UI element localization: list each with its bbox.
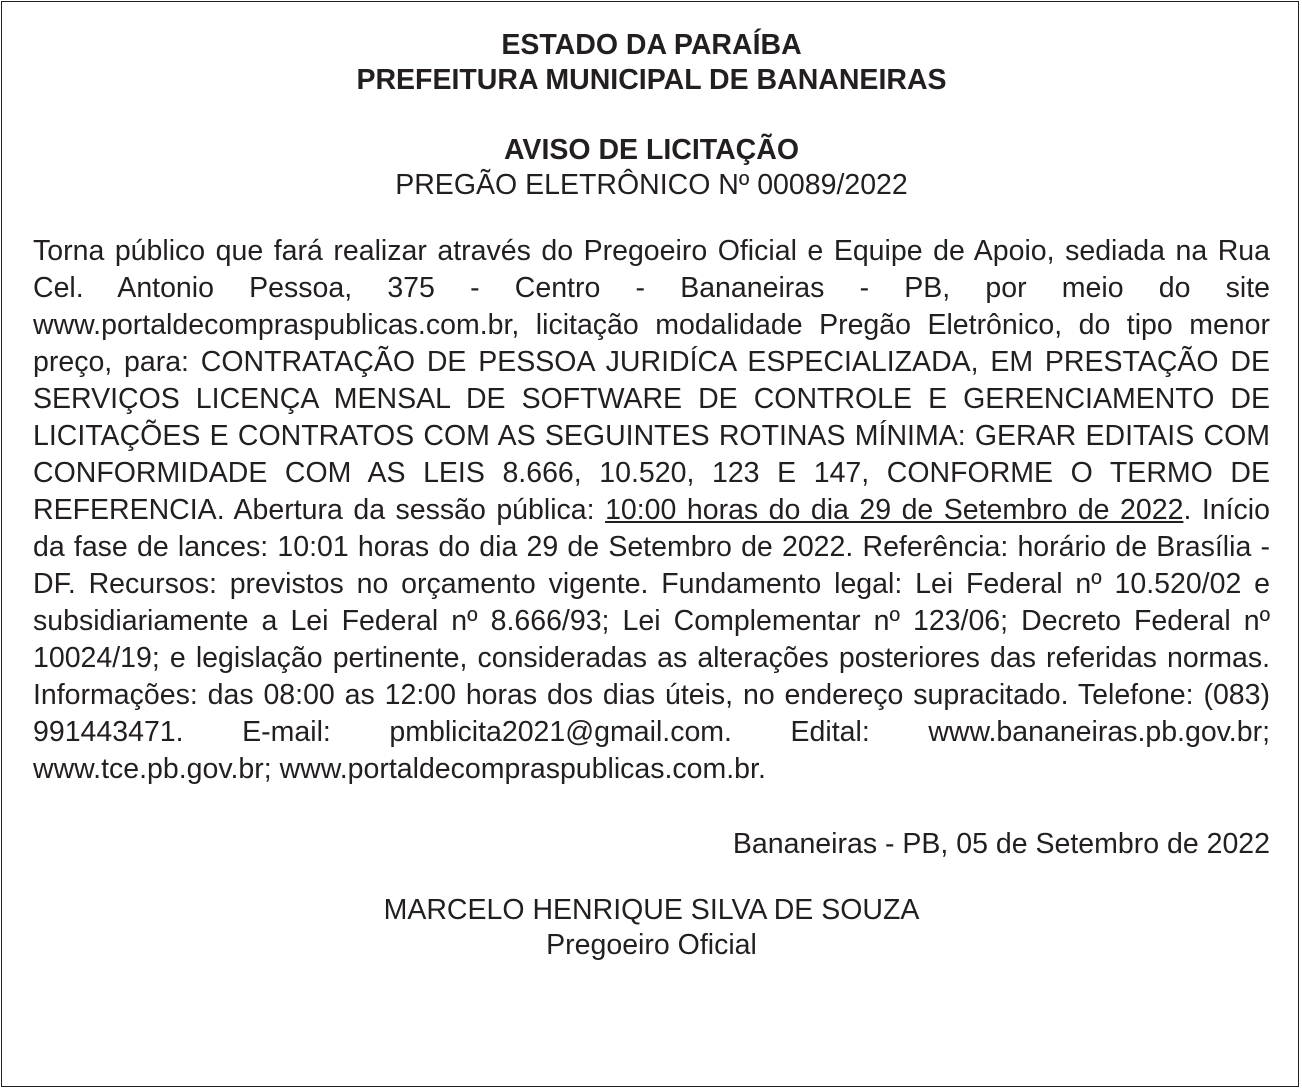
spacer bbox=[33, 788, 1270, 826]
body-text-part2: . Início da fase de lances: 10:01 horas do dia 29 de Setembro de 2022. Referência: horário de Brasília - DF. Recursos: previstos no orçamento vigente. Fundamento legal: Lei Federal nº 10.520/02 e subsidiariamente a Lei Federal nº 8.666/93; Lei Complementar nº 123/06; Decreto Federal nº 10024/19; e legislação pertinente, consideradas as alterações posteriores das referidas normas. Informações: das 08:00 as 12:00 horas dos dias úteis, no endereço supracitado. Telefone: (083) 991443471. E-mail: pmblicita2021@gmail.com. Edital: www.bananeiras.pb.gov.br; www.tce.pb.gov.br; www.portaldecompraspublicas.com.br. bbox=[33, 494, 1270, 785]
place-date: Bananeiras - PB, 05 de Setembro de 2022 bbox=[732, 828, 1270, 860]
notice-body bbox=[33, 233, 1270, 788]
bid-notice bbox=[33, 28, 1270, 963]
signatory-name: MARCELO HENRIQUE SILVA DE SOUZA bbox=[383, 894, 920, 926]
municipality-heading: PREFEITURA MUNICIPAL DE BANANEIRAS bbox=[356, 64, 947, 96]
spacer bbox=[33, 863, 1270, 893]
notice-subtitle: PREGÃO ELETRÔNICO Nº 00089/2022 bbox=[395, 169, 908, 201]
state-heading: ESTADO DA PARAÍBA bbox=[501, 29, 802, 61]
signatory-role: Pregoeiro Oficial bbox=[546, 929, 757, 961]
spacer bbox=[33, 203, 1270, 233]
notice-title: AVISO DE LICITAÇÃO bbox=[503, 134, 800, 166]
spacer bbox=[33, 98, 1270, 133]
opening-time: 10:00 horas do dia 29 de Setembro de 2022 bbox=[605, 494, 1184, 526]
body-text-part1: Torna público que fará realizar através do Pregoeiro Oficial e Equipe de Apoio, sediada na Rua Cel. Antonio Pessoa, 375 - Centro - Bananeiras - PB, por meio do site www.portaldecompraspublicas.com.br, licitação modalidade Pregão Eletrônico, do tipo menor preço, para: CONTRATAÇÃO DE PESSOA JURIDÍCA ESPECIALIZADA, EM PRESTAÇÃO DE SERVIÇOS LICENÇA MENSAL DE SOFTWARE DE CONTROLE E GERENCIAMENTO DE LICITAÇÕES E CONTRATOS COM AS SEGUINTES ROTINAS MÍNIMA: GERAR EDITAIS COM CONFORMIDADE COM AS LEIS 8.666, 10.520, 123 E 147, CONFORME O TERMO DE REFERENCIA. Abertura da sessão pública: bbox=[33, 235, 1270, 526]
